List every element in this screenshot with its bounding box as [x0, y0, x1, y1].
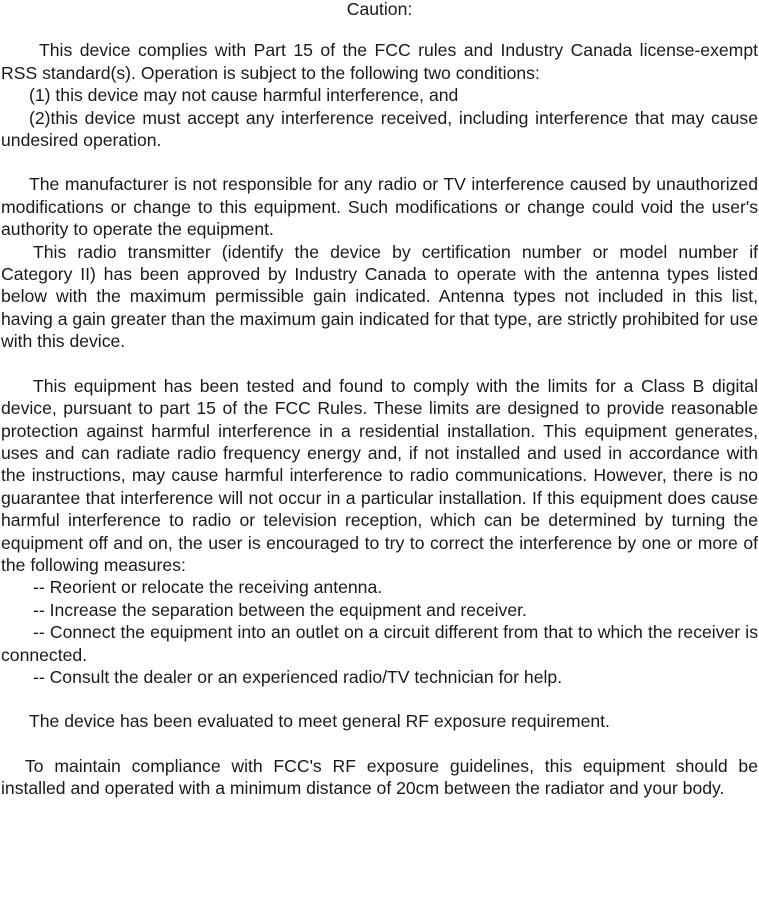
manufacturer-paragraph: The manufacturer is not responsible for any radio or TV interference caused by unauthorized modifications or change to this equipment. Such modifications or change could void the user's authority to operate the equipment.	[1, 174, 758, 240]
document-title: Caution:	[346, 0, 413, 19]
measure-item: -- Increase the separation between the equipment and receiver.	[33, 599, 527, 620]
class-b-paragraph: This equipment has been tested and found to comply with the limits for a Class B digital device, pursuant to part 15 of the FCC Rules. These limits are designed to provide reasonable protection against harmful interference in a residential installation. This equipment generates, uses and can radiate radio frequency energy and, if not installed and used in accordance with the instructions, may cause harmful interference to radio communications. However, there is no guarantee that interference will not occur in a particular installation. If this equipment does cause harmful interference to radio or television reception, which can be determined by turning the equipment off and on, the user is encouraged to try to correct the interference by one or more of the following measures:	[1, 375, 758, 575]
caution-document	[1, 0, 758, 800]
measure-item: -- Consult the dealer or an experienced radio/TV technician for help.	[33, 666, 563, 687]
rf-compliance-paragraph: To maintain compliance with FCC's RF exposure guidelines, this equipment should be installed and operated with a minimum distance of 20cm between the radiator and your body.	[1, 755, 758, 799]
measure-item: -- Connect the equipment into an outlet on a circuit different from that to which the receiver is connected.	[1, 622, 758, 665]
fcc-compliance-paragraph: This device complies with Part 15 of the FCC rules and Industry Canada license-exempt RSS standard(s). Operation is subject to the following two conditions:	[1, 40, 758, 83]
transmitter-paragraph: This radio transmitter (identify the device by certification number or model number if Category II) has been approved by Industry Canada to operate with the antenna types listed below with the maximum permissible gain indicated. Antenna types not included in this list, having a gain greater than the maximum gain indicated for that type, are strictly prohibited for use with this device.	[1, 241, 758, 352]
rf-exposure-statement: The device has been evaluated to meet general RF exposure requirement.	[29, 711, 610, 732]
condition-1: (1) this device may not cause harmful interference, and	[29, 85, 459, 106]
condition-2: (2)this device must accept any interference received, including interference that may cause undesired operation.	[1, 107, 758, 151]
measure-item: -- Reorient or relocate the receiving antenna.	[33, 577, 383, 598]
